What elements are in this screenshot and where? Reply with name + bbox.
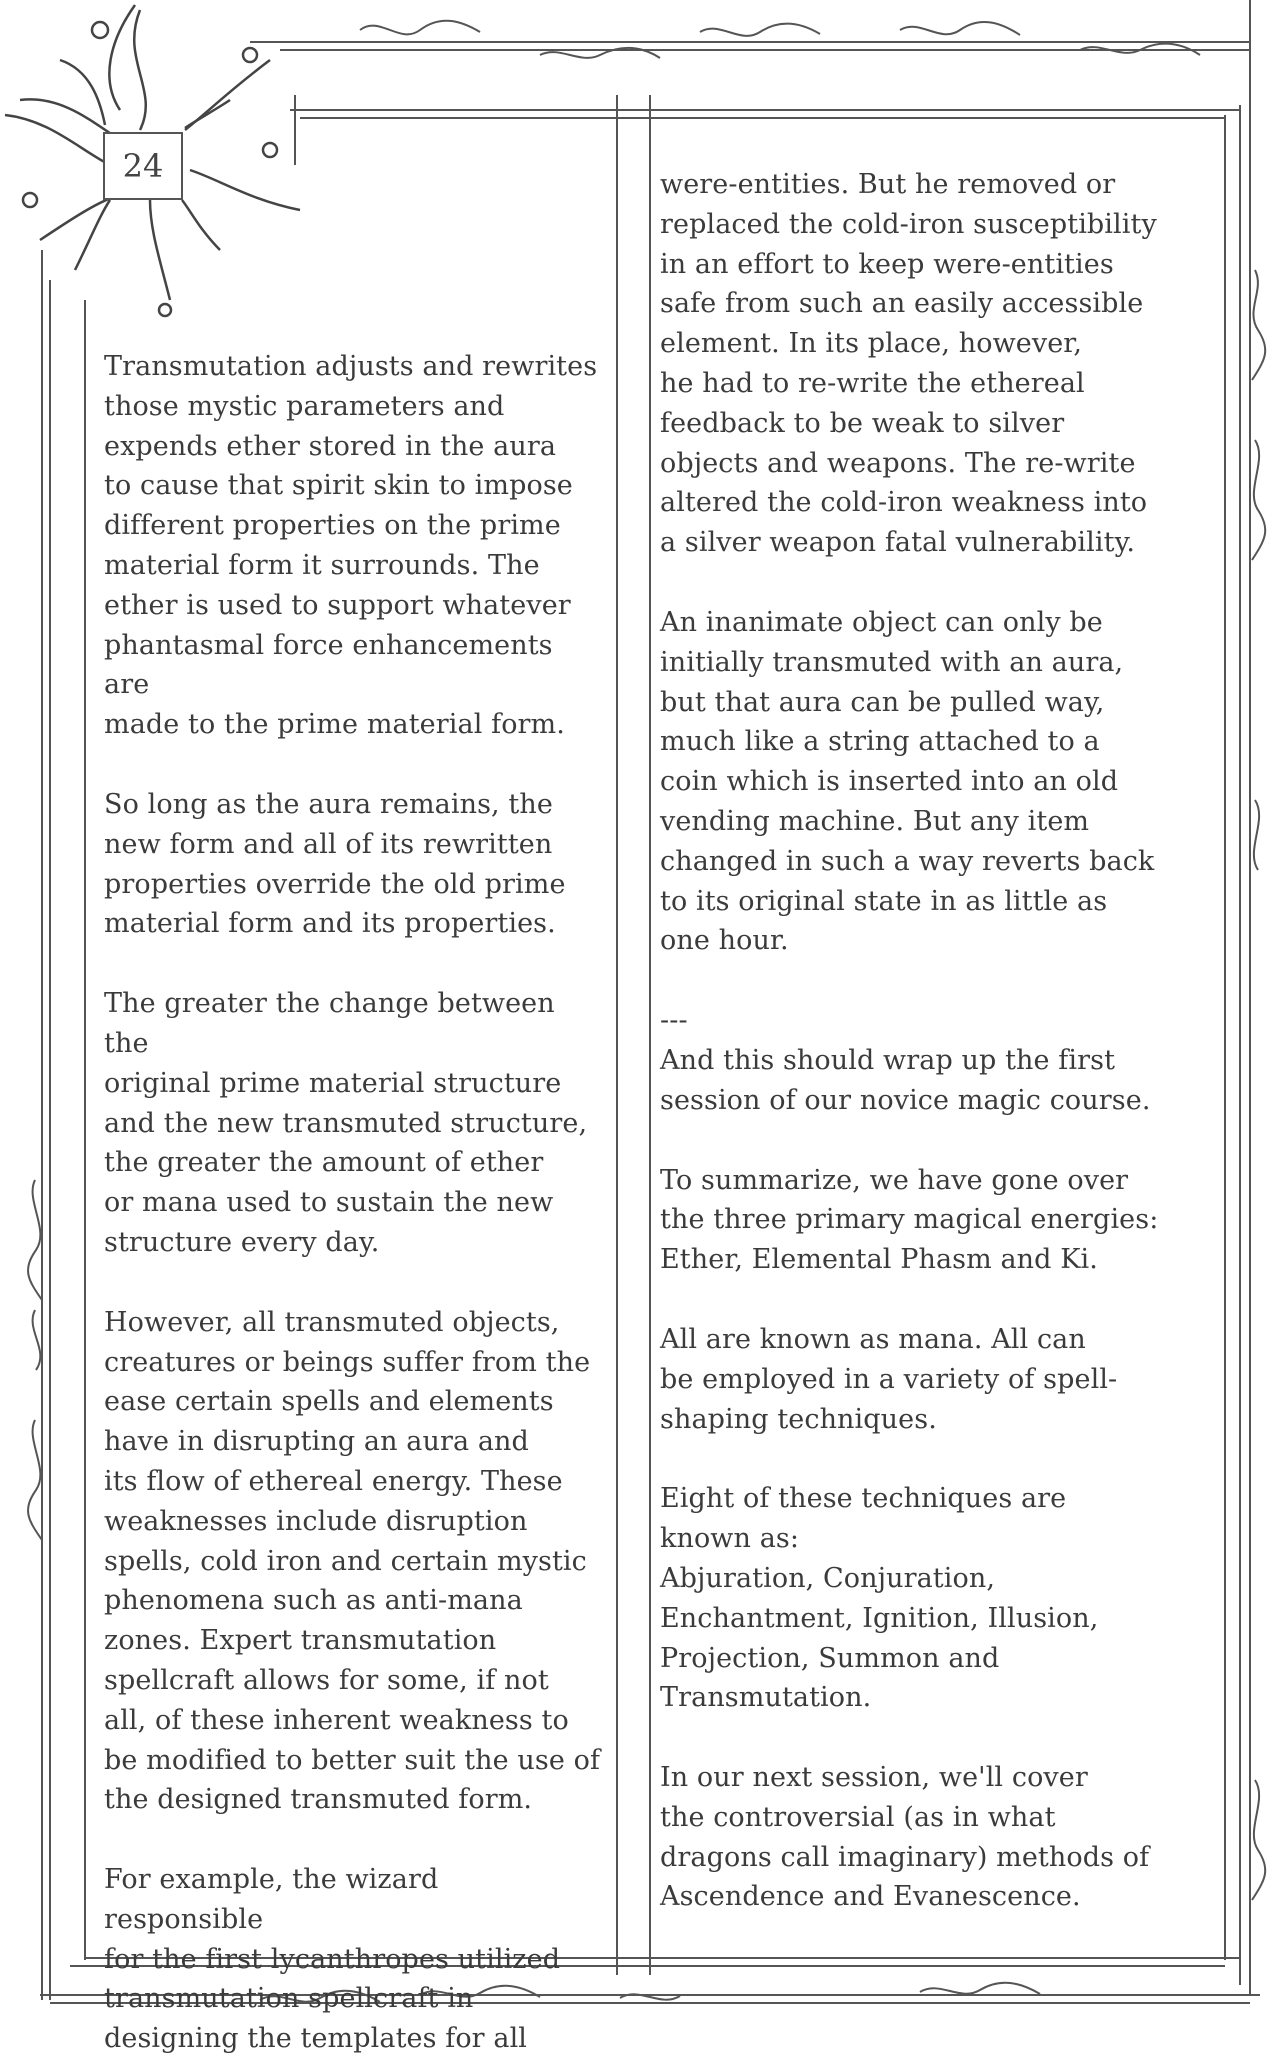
- left-paragraph: So long as the aura remains, the new form and all of its rewritten properties override the old prime material form and its properties.: [104, 788, 566, 940]
- left-column: [104, 347, 604, 2059]
- right-paragraph: were-entities. But he removed or replaced the cold-iron susceptibility in an effort to keep were-entities safe from such an easily accessible element. In its place, however, he had to re-write the ethereal feedback to be weak to silver objects and weapons. The re-write altered the cold-iron weakness into a silver weapon fatal vulnerability.: [660, 169, 1157, 559]
- page-number: 24: [103, 132, 183, 200]
- right-paragraph: An inanimate object can only be initially transmuted with an aura, but that aura can be pulled way, much like a string attached to a coin which is inserted into an old vending machine. But any item changed in such a way reverts back to its original state in as little as one hour.: [660, 606, 1155, 957]
- right-paragraph: To summarize, we have gone over the three primary magical energies: Ether, Elemental Phasm and Ki.: [660, 1164, 1159, 1276]
- right-column: [660, 165, 1170, 1917]
- right-paragraph: All are known as mana. All can be employed in a variety of spell- shaping techniques.: [660, 1323, 1118, 1435]
- left-paragraph: For example, the wizard responsible for the first lycanthropes utilized transmutation spellcraft in designing the templates for all: [104, 1864, 561, 2055]
- right-paragraph: In our next session, we'll cover the controversial (as in what dragons call imaginary) methods of Ascendence and Evanescence.: [660, 1762, 1150, 1913]
- right-paragraph: Eight of these techniques are known as: Abjuration, Conjuration, Enchantment, Ignition, Illusion, Projection, Summon and Transmutation.: [660, 1483, 1099, 1714]
- left-paragraph: The greater the change between the original prime material structure and the new transmuted structure, the greater the amount of ether or mana used to sustain the new structure every day.: [104, 988, 588, 1258]
- left-paragraph: However, all transmuted objects, creatures or beings suffer from the ease certain spells and elements have in disrupting an aura and its flow of ethereal energy. These weaknesses include disruption spells, cold iron and certain mystic phenomena such as anti-mana zones. Expert transmutation spellcraft allows for some, if not all, of these inherent weakness to be modified to better suit the use of the designed transmuted form.: [104, 1306, 601, 1816]
- left-paragraph: Transmutation adjusts and rewrites those mystic parameters and expends ether stored in the aura to cause that spirit skin to impose different properties on the prime material form it surrounds. The ether is used to support whatever phantasmal force enhancements are made to the prime material form.: [104, 351, 598, 741]
- right-paragraph: --- And this should wrap up the first session of our novice magic course.: [660, 1005, 1151, 1116]
